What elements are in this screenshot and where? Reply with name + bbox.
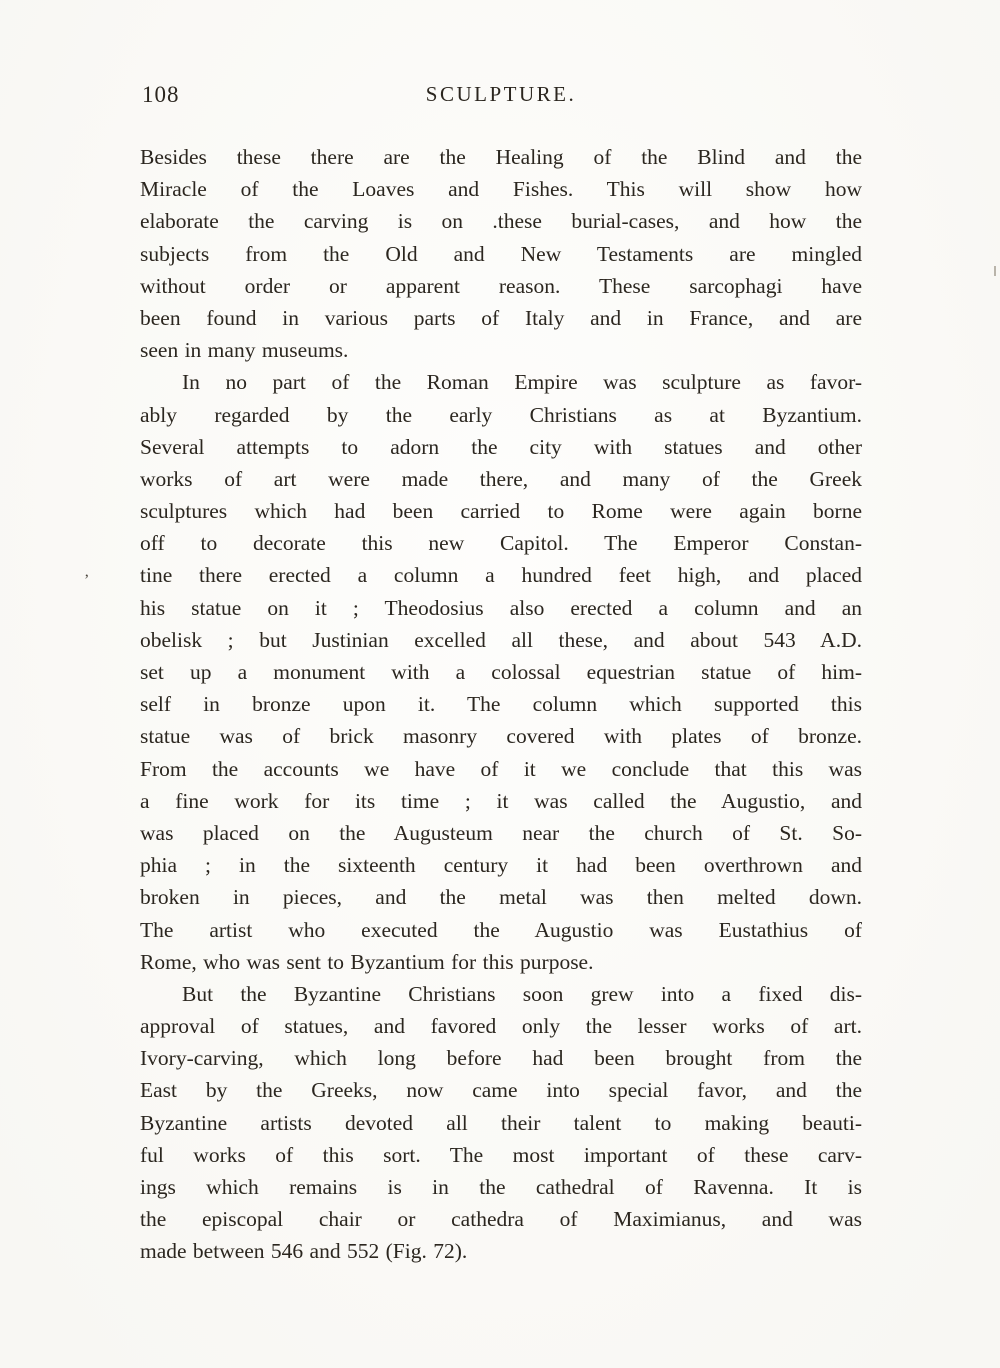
text-line: obelisk ; but Justinian excelled all these, and about 543 A.D. bbox=[140, 627, 862, 652]
text-line: without order or apparent reason. These sarcophagi have bbox=[140, 273, 862, 298]
text-line: The artist who executed the Augustio was Eustathius of bbox=[140, 917, 862, 942]
text-line: self in bronze upon it. The column which supported this bbox=[140, 692, 862, 717]
text-line: seen in many museums. bbox=[140, 338, 349, 363]
text-line: East by the Greeks, now came into special favor, and the bbox=[140, 1078, 862, 1103]
text-line: off to decorate this new Capitol. The Emperor Constan- bbox=[140, 531, 862, 556]
text-line: Rome, who was sent to Byzantium for this purpose. bbox=[140, 949, 594, 974]
text-line: made between 546 and 552 (Fig. 72). bbox=[140, 1239, 468, 1264]
scan-artifact-mark: ’ bbox=[84, 572, 90, 589]
text-line: tine there erected a column a hundred feet high, and placed bbox=[140, 563, 862, 588]
text-line: Ivory-carving, which long before had been brought from the bbox=[140, 1046, 862, 1071]
text-line: ful works of this sort. The most important of these carv- bbox=[140, 1142, 862, 1167]
text-line: works of art were made there, and many of the Greek bbox=[140, 466, 862, 491]
running-head bbox=[140, 82, 862, 112]
text-line: Miracle of the Loaves and Fishes. This will show how bbox=[140, 177, 862, 202]
text-line: But the Byzantine Christians soon grew into a fixed dis- bbox=[182, 981, 862, 1006]
text-line: Besides these there are the Healing of the Blind and the bbox=[140, 145, 862, 169]
text-line: Several attempts to adorn the city with statues and other bbox=[140, 434, 862, 459]
text-line: elaborate the carving is on .these burial-cases, and how the bbox=[140, 209, 862, 234]
text-line: a fine work for its time ; it was called the Augustio, and bbox=[140, 788, 862, 813]
text-line: phia ; in the sixteenth century it had been overthrown and bbox=[140, 853, 862, 878]
text-line: In no part of the Roman Empire was sculpture as favor- bbox=[182, 370, 862, 395]
text-line: set up a monument with a colossal equestrian statue of him- bbox=[140, 660, 862, 684]
text-line: the episcopal chair or cathedra of Maximianus, and was bbox=[140, 1207, 862, 1232]
text-line: subjects from the Old and New Testaments are mingled bbox=[140, 241, 862, 266]
text-line: Byzantine artists devoted all their talent to making beauti- bbox=[140, 1110, 862, 1135]
text-line: his statue on it ; Theodosius also erected a column and an bbox=[140, 595, 862, 620]
text-line: ings which remains is in the cathedral of Ravenna. It is bbox=[140, 1175, 862, 1199]
scan-artifact-edge bbox=[994, 266, 996, 276]
text-line: ably regarded by the early Christians as at Byzantium. bbox=[140, 402, 862, 427]
text-line: From the accounts we have of it we conclude that this was bbox=[140, 756, 862, 781]
chapter-title: SCULPTURE. bbox=[425, 82, 577, 106]
text-line: sculptures which had been carried to Rome were again borne bbox=[140, 499, 862, 524]
text-line: approval of statues, and favored only the lesser works of art. bbox=[140, 1014, 862, 1039]
text-line: statue was of brick masonry covered with plates of bronze. bbox=[140, 724, 862, 749]
text-line: was placed on the Augusteum near the church of St. So- bbox=[140, 820, 862, 845]
text-line: broken in pieces, and the metal was then melted down. bbox=[140, 885, 862, 910]
page-number: 108 bbox=[142, 82, 180, 107]
text-block bbox=[140, 141, 862, 1268]
text-line: been found in various parts of Italy and in France, and are bbox=[140, 305, 862, 330]
